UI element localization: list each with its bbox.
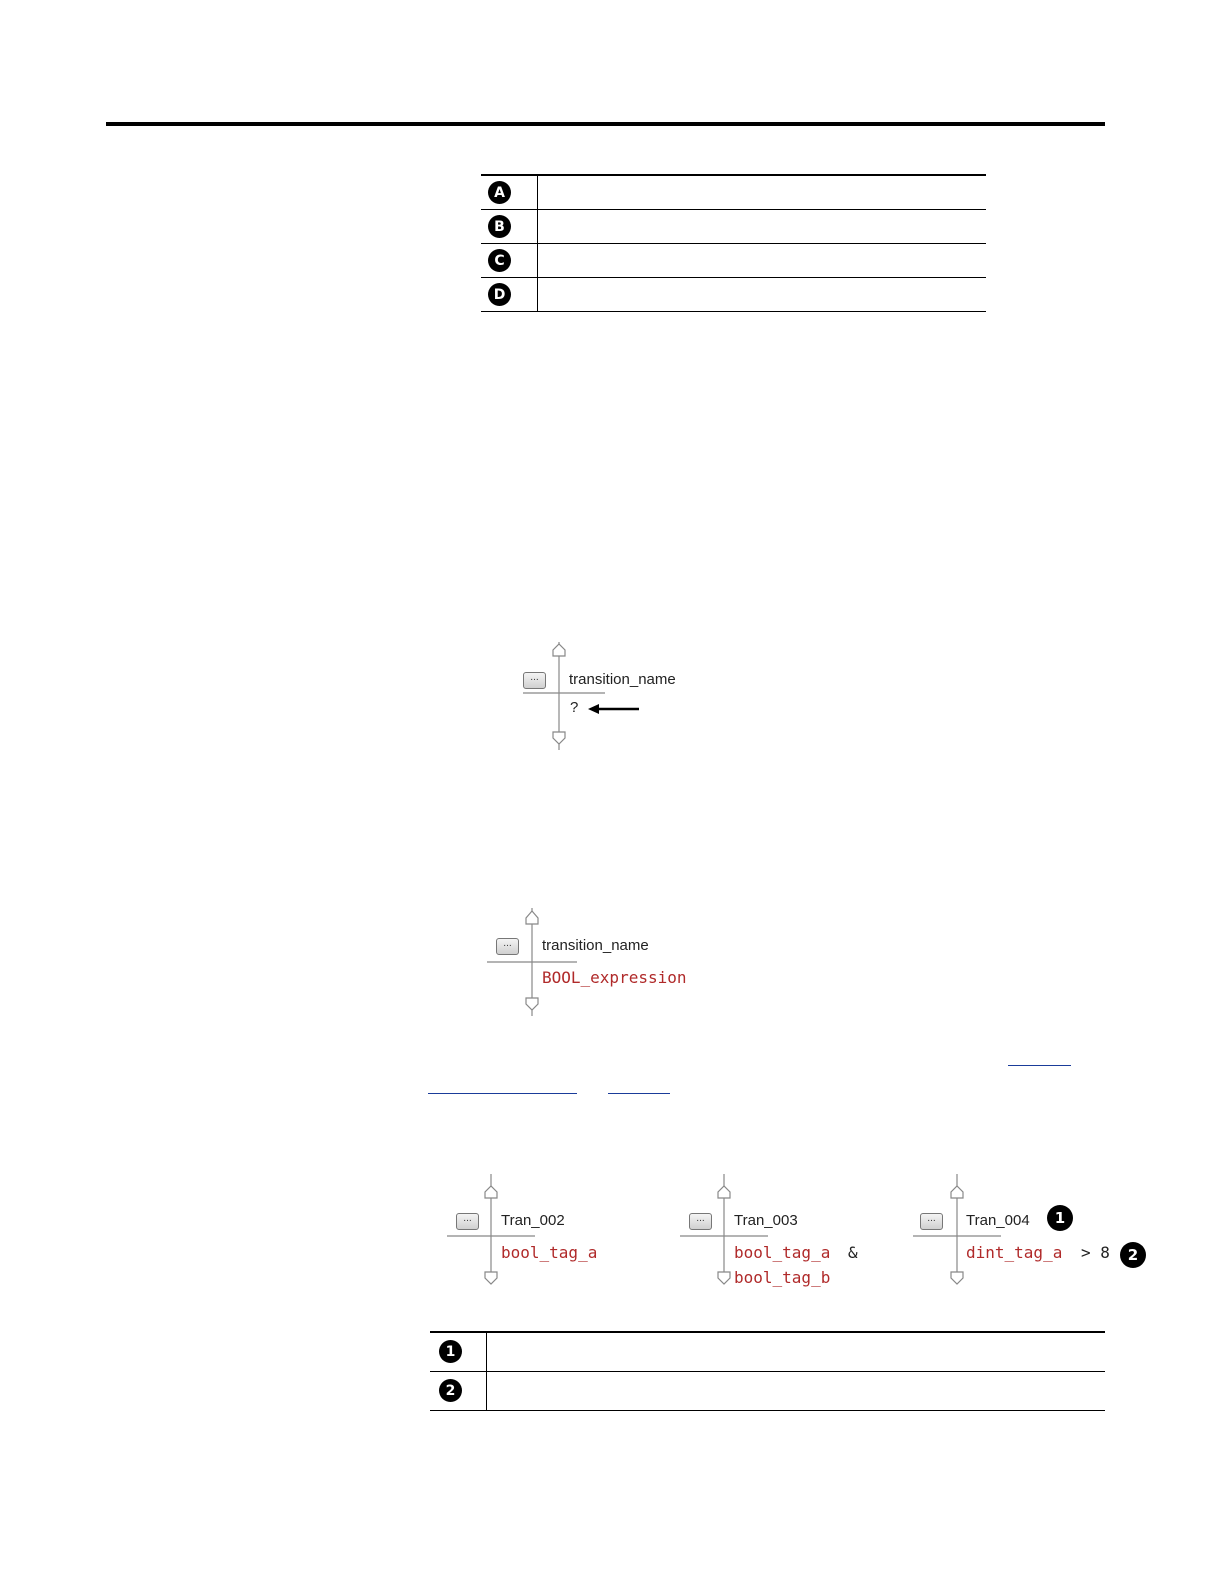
transition-name: transition_name (569, 671, 676, 688)
legend-text (537, 244, 986, 278)
transition-condition: ? (570, 699, 579, 716)
legend-text (486, 1332, 1105, 1371)
left-arrow-icon (587, 702, 643, 716)
example-tran-003 (680, 1172, 880, 1292)
transition-graphic (515, 640, 715, 755)
link-underline[interactable] (428, 1093, 577, 1094)
legend-row (481, 278, 986, 312)
ellipsis-button[interactable]: ... (689, 1213, 712, 1230)
bool-expression: BOOL_expression (542, 968, 687, 987)
and-operator: & (848, 1243, 858, 1262)
header-rule (106, 122, 1105, 126)
ellipsis-button[interactable]: ... (456, 1213, 479, 1230)
transition-name: Tran_004 (966, 1212, 1030, 1229)
transition-expression: dint_tag_a (966, 1243, 1063, 1262)
legend-row (481, 210, 986, 244)
link-underline[interactable] (1008, 1065, 1071, 1066)
example-tran-004 (913, 1172, 1153, 1287)
callout-1-badge: 1 (439, 1340, 462, 1363)
ellipsis-button[interactable]: ... (920, 1213, 943, 1230)
link-underline[interactable] (608, 1093, 670, 1094)
legend-row (430, 1371, 1105, 1410)
callout-d-badge: D (488, 283, 511, 306)
legend-row (481, 244, 986, 278)
ellipsis-button[interactable]: ... (496, 938, 519, 955)
callout-legend-abcd (481, 174, 986, 312)
callout-a-badge: A (488, 181, 511, 204)
transition-name: Tran_002 (501, 1212, 565, 1229)
transition-graphic (913, 1172, 1153, 1287)
legend-row (430, 1332, 1105, 1371)
transition-expression: bool_tag_a (501, 1243, 598, 1262)
callout-2-badge: 2 (439, 1379, 462, 1402)
figure-empty-transition (515, 640, 715, 755)
callout-b-badge: B (488, 215, 511, 238)
legend-text (537, 210, 986, 244)
figure-bool-transition (487, 906, 727, 1021)
callout-c-badge: C (488, 249, 511, 272)
callout-legend-12 (430, 1331, 1105, 1411)
comparison-operator: > 8 (1081, 1243, 1110, 1262)
transition-name: transition_name (542, 937, 649, 954)
legend-text (537, 278, 986, 312)
legend-text (486, 1371, 1105, 1410)
transition-expression: bool_tag_a (734, 1243, 831, 1262)
callout-1-badge: 1 (1047, 1205, 1073, 1231)
transition-name: Tran_003 (734, 1212, 798, 1229)
callout-2-badge: 2 (1120, 1242, 1146, 1268)
example-tran-002 (447, 1172, 647, 1287)
legend-text (537, 175, 986, 210)
legend-row (481, 175, 986, 210)
ellipsis-button[interactable]: ... (523, 672, 546, 689)
transition-graphic (487, 906, 727, 1021)
transition-expression-line2: bool_tag_b (734, 1268, 831, 1287)
